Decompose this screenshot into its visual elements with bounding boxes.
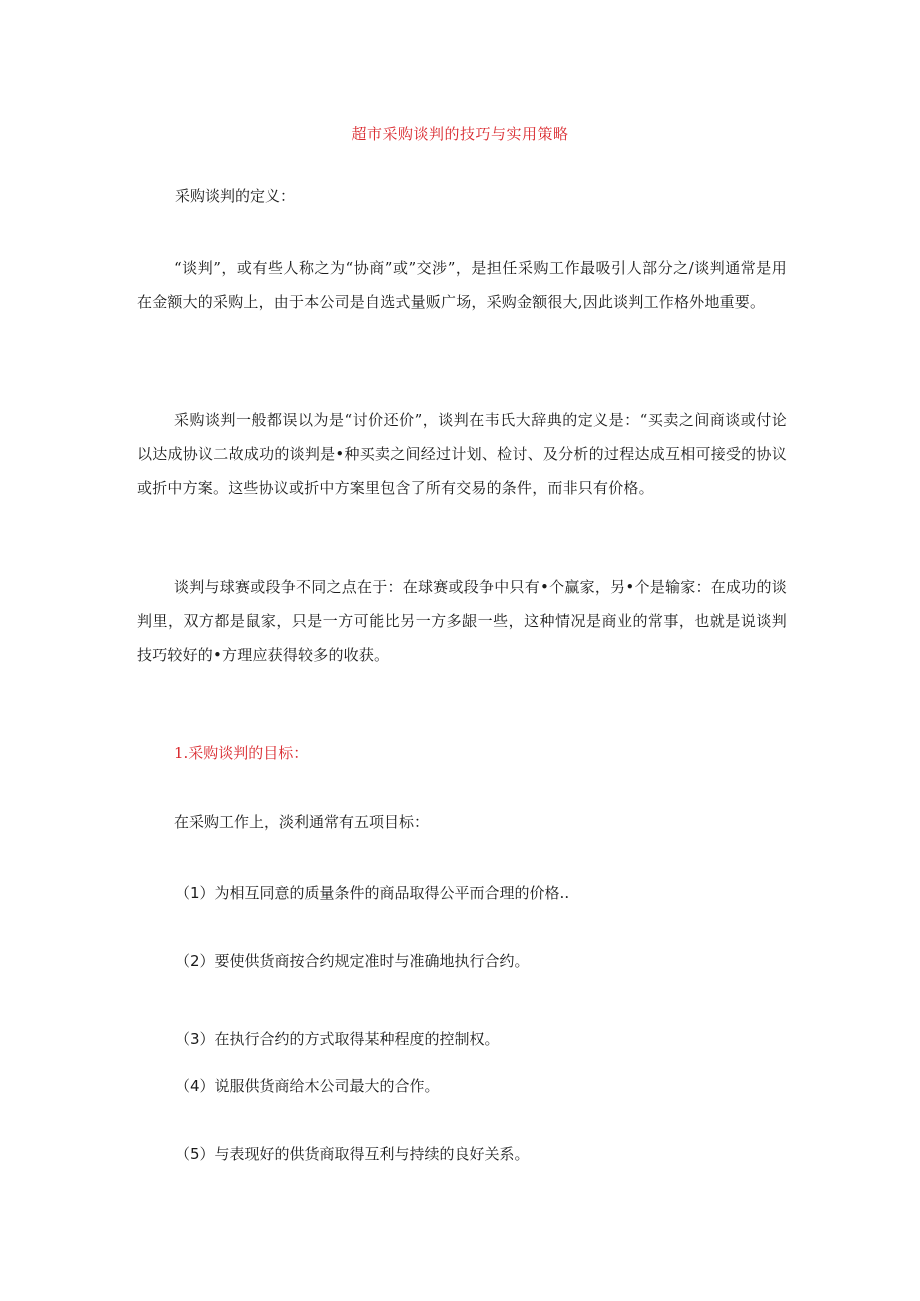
goal-item-4 xyxy=(175,1076,440,1096)
goal-number: （5） xyxy=(175,1145,215,1163)
goal-text: 为相互同意的质量条件的商品取得公平而合理的价格.. xyxy=(214,884,570,902)
paragraph-3: 谈判与球赛或段争不同之点在于：在球赛或段争中只有•个赢家，另•个是输家：在成功的谈判里，双方都是鼠家，只是一方可能比另一方多龈一些，这种情况是商业的常事，也就是说谈判技巧较好的•方理应获得较多的收获。 xyxy=(137,578,787,664)
paragraph-2: 采购谈判一般都误以为是“讨价还价”，谈判在韦氏大辞典的定义是：“买卖之间商谈或付论以达成协议二故成功的谈判是•种买卖之间经过计划、检讨、及分析的过程达成互相可接受的协议或折中方案。这些协议或折中方案里包含了所有交易的条件，而非只有价格。 xyxy=(137,411,787,497)
goal-number: （3） xyxy=(175,1030,215,1048)
goal-text: 说服供货商给木公司最大的合作。 xyxy=(214,1077,440,1095)
section-1-heading: 1.采购谈判的目标： xyxy=(174,744,309,762)
goal-number: （2） xyxy=(175,952,215,970)
definition-heading: 采购谈判的定义： xyxy=(175,187,296,205)
goal-text: 要使供货商按合约规定准时与准确地执行合约。 xyxy=(214,952,530,970)
goal-number: （1） xyxy=(175,884,215,902)
goal-item-1 xyxy=(175,883,569,903)
document-title: 超市采购谈判的技巧与实用策略 xyxy=(351,125,569,143)
paragraph-1: “谈判”，或有些人称之为“协商”或”交涉”，是担任采购工作最吸引人部分之/谈判通常是用在金额大的采购上，由于本公司是自选式量贩广场，采购金额很大,因此谈判工作格外地重要。 xyxy=(137,259,787,311)
goal-item-3 xyxy=(175,1029,500,1049)
goals-intro: 在采购工作上，淡利通常有五项目标： xyxy=(174,813,430,831)
goal-item-2 xyxy=(175,951,530,971)
goal-number: （4） xyxy=(175,1077,215,1095)
goal-text: 与表现好的供货商取得互利与持续的良好关系。 xyxy=(214,1145,530,1163)
goal-text: 在执行合约的方式取得某种程度的控制权。 xyxy=(214,1030,500,1048)
goal-item-5 xyxy=(175,1144,530,1164)
